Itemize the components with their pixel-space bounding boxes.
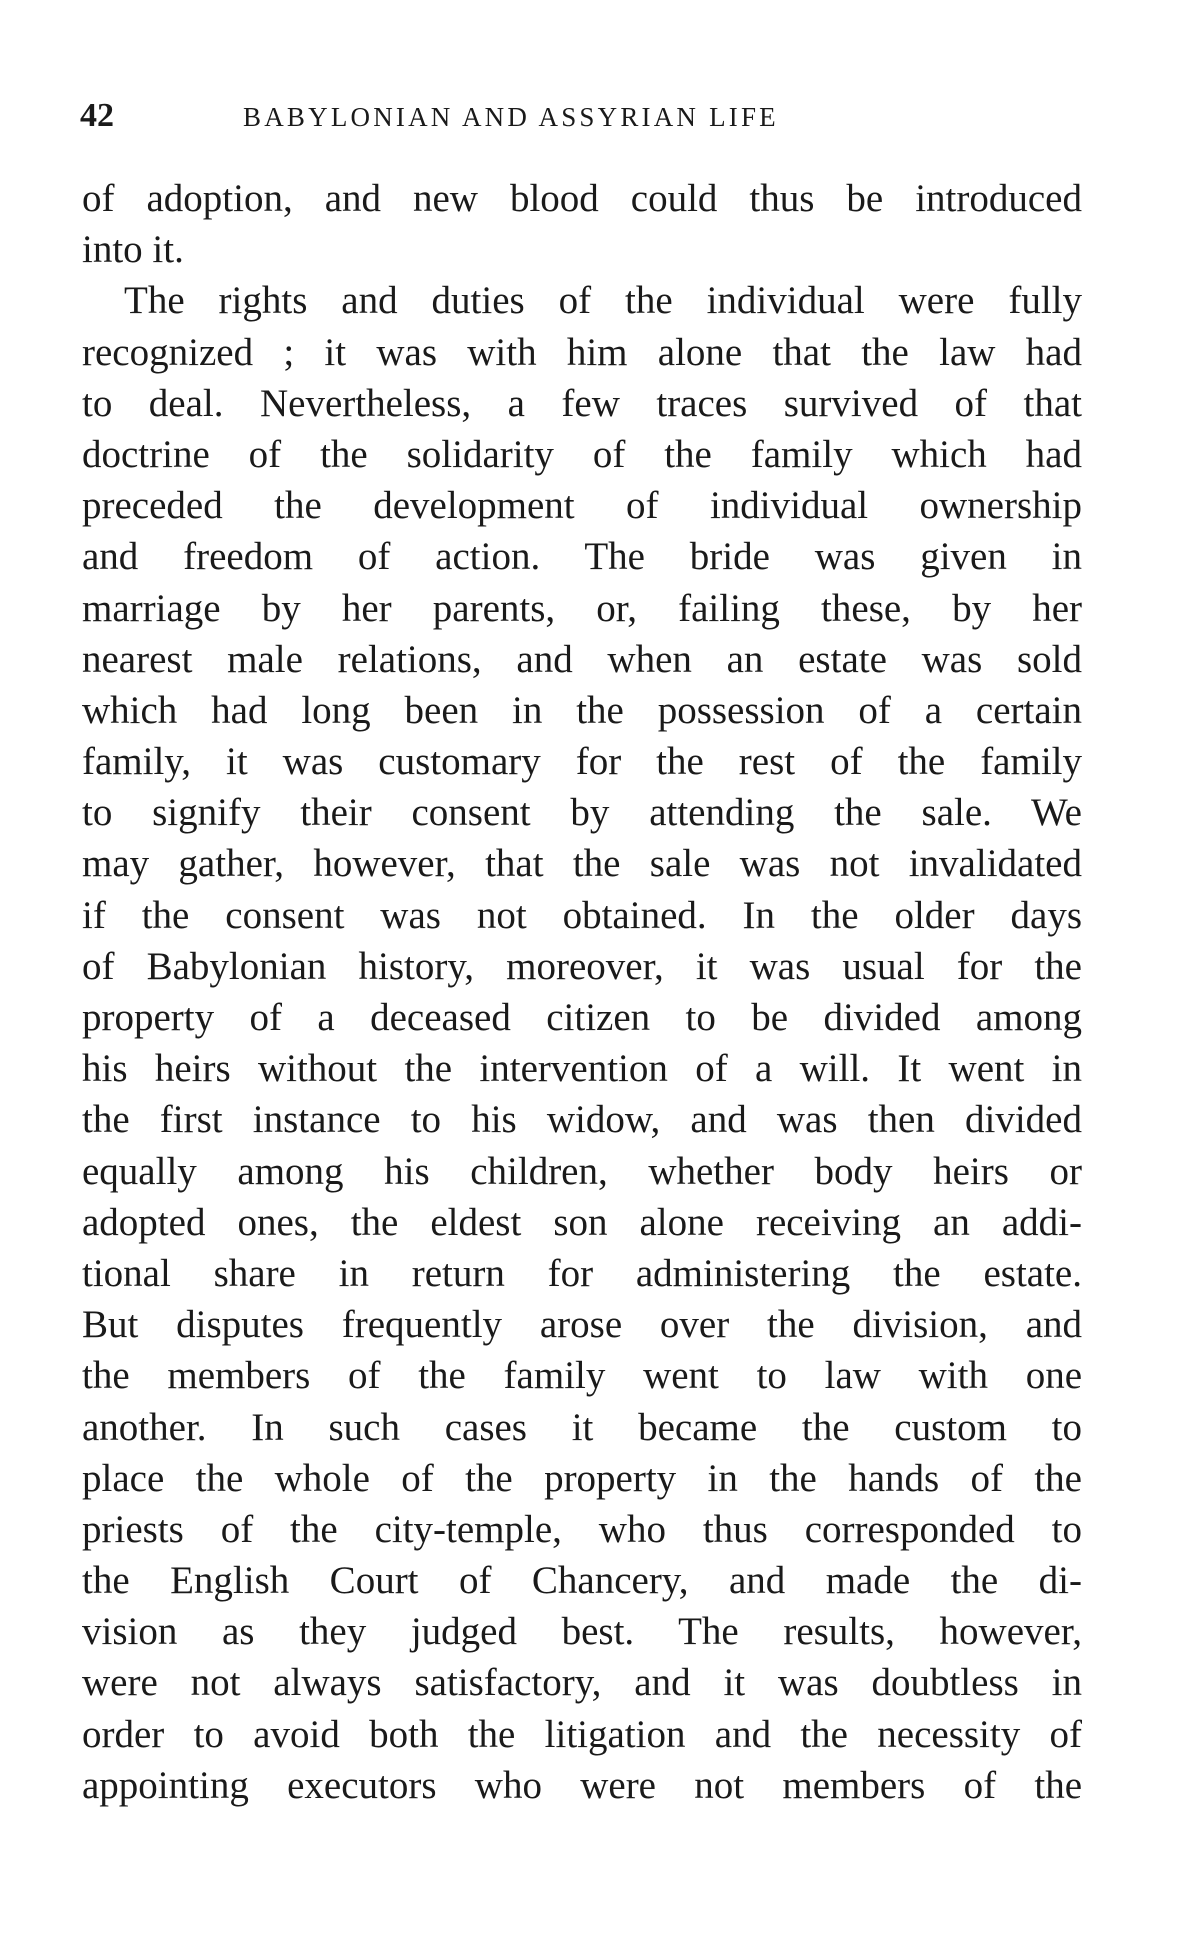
text-line: vision as they judged best. The results, however, bbox=[82, 1610, 1082, 1654]
text-line: adopted ones, the eldest son alone receiving an addi- bbox=[82, 1200, 1082, 1244]
running-head bbox=[80, 96, 1080, 136]
text-line: property of a deceased citizen to be divided among bbox=[82, 996, 1082, 1039]
text-line: nearest male relations, and when an estate was sold bbox=[82, 637, 1082, 681]
running-title: BABYLONIAN AND ASSYRIAN LIFE bbox=[243, 102, 779, 132]
text-line: of Babylonian history, moreover, it was usual for the bbox=[82, 944, 1082, 988]
text-line: into it. bbox=[82, 228, 184, 272]
text-line: and freedom of action. The bride was given in bbox=[82, 535, 1082, 579]
text-line: his heirs without the intervention of a will. It went in bbox=[82, 1047, 1082, 1091]
text-line: order to avoid both the litigation and the necessity of bbox=[82, 1712, 1082, 1756]
text-line: if the consent was not obtained. In the older days bbox=[82, 893, 1082, 937]
text-line: equally among his children, whether body heirs or bbox=[82, 1149, 1082, 1193]
text-line: of adoption, and new blood could thus be introduced bbox=[82, 177, 1082, 220]
text-line: tional share in return for administering the estate. bbox=[82, 1251, 1082, 1295]
text-line: to signify their consent by attending the sale. We bbox=[82, 791, 1082, 835]
body-text bbox=[82, 173, 1082, 1811]
text-line: place the whole of the property in the hands of the bbox=[82, 1456, 1082, 1500]
text-line: to deal. Nevertheless, a few traces survived of that bbox=[82, 381, 1082, 425]
text-line: family, it was customary for the rest of the family bbox=[82, 740, 1082, 784]
text-line: But disputes frequently arose over the division, and bbox=[82, 1303, 1082, 1347]
text-line: appointing executors who were not members of the bbox=[82, 1763, 1082, 1807]
text-line: which had long been in the possession of a certain bbox=[82, 688, 1082, 732]
text-line: the members of the family went to law with one bbox=[82, 1354, 1082, 1398]
text-line: priests of the city-temple, who thus corresponded to bbox=[82, 1507, 1082, 1551]
text-line: may gather, however, that the sale was not invalidated bbox=[82, 842, 1082, 886]
text-line: recognized ; it was with him alone that the law had bbox=[82, 330, 1082, 374]
text-line: preceded the development of individual ownership bbox=[82, 484, 1082, 528]
text-line: doctrine of the solidarity of the family which had bbox=[82, 432, 1082, 476]
paragraph-first-line: The rights and duties of the individual were fully bbox=[124, 279, 1082, 323]
text-line: the first instance to his widow, and was then divided bbox=[82, 1098, 1082, 1142]
page-number: 42 bbox=[80, 97, 114, 134]
text-line: marriage by her parents, or, failing these, by her bbox=[82, 586, 1082, 630]
text-line: were not always satisfactory, and it was doubtless in bbox=[82, 1661, 1082, 1705]
text-line: the English Court of Chancery, and made the di- bbox=[82, 1559, 1082, 1603]
text-line: another. In such cases it became the custom to bbox=[82, 1405, 1082, 1449]
